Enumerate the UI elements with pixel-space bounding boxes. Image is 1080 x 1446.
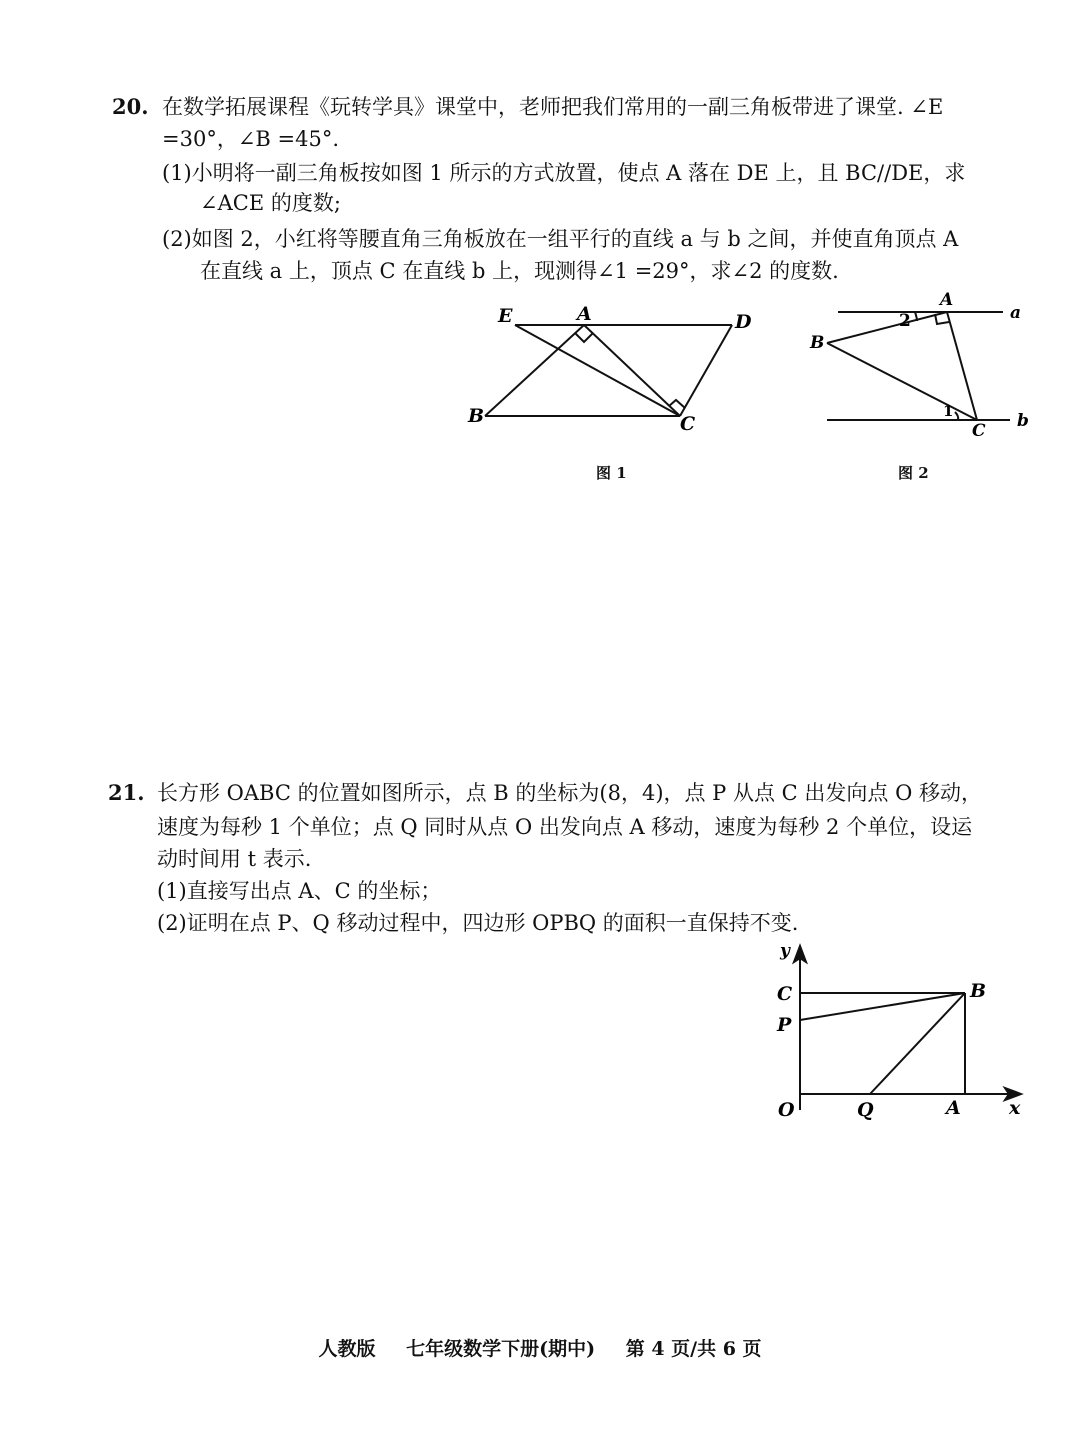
label-A: A xyxy=(946,1097,961,1119)
label-B: B xyxy=(810,333,825,353)
question-20-stem-line1: 在数学拓展课程《玩转学具》课堂中，老师把我们常用的一副三角板带进了课堂. ∠E xyxy=(162,95,944,119)
question-20-number: 20. xyxy=(112,94,149,119)
question-20-part2-line1: (2)如图 2，小红将等腰直角三角板放在一组平行的直线 a 与 b 之间，并使直角顶点 A xyxy=(162,227,959,251)
line-DC xyxy=(680,325,732,416)
line-PB xyxy=(800,993,965,1020)
line-QB xyxy=(870,993,965,1094)
question-20-part1-line1: (1)小明将一副三角板按如图 1 所示的方式放置，使点 A 落在 DE 上，且 BC//DE，求 xyxy=(162,161,966,185)
question-21-part1: (1)直接写出点 A、C 的坐标； xyxy=(157,879,442,903)
question-20-part2-line2: 在直线 a 上，顶点 C 在直线 b 上，现测得∠1 =29°，求∠2 的度数. xyxy=(200,259,839,283)
footer-subject: 七年级数学下册(期中) xyxy=(406,1338,596,1360)
label-D: D xyxy=(735,311,752,333)
page-footer xyxy=(0,1334,1080,1361)
label-O: O xyxy=(778,1099,795,1121)
figure-2-caption: 图 2 xyxy=(898,464,929,482)
label-angle-2: 2 xyxy=(899,311,911,331)
question-20-part1-line2: ∠ACE 的度数; xyxy=(200,191,341,215)
figure-1-caption: 图 1 xyxy=(596,464,627,482)
label-b: b xyxy=(1017,411,1029,431)
question-21-part2: (2)证明在点 P、Q 移动过程中，四边形 OPBQ 的面积一直保持不变. xyxy=(157,911,799,935)
question-21-stem-line1: 长方形 OABC 的位置如图所示，点 B 的坐标为(8，4)，点 P 从点 C 出发向点 O 移动， xyxy=(157,781,982,805)
label-C: C xyxy=(680,413,696,435)
question-20-stem-line2: =30°，∠B =45°. xyxy=(162,127,340,151)
label-B: B xyxy=(970,980,987,1002)
label-B: B xyxy=(468,405,485,427)
line-BC xyxy=(827,343,977,420)
figure-1 xyxy=(460,298,760,443)
line-AB xyxy=(827,312,947,343)
label-A: A xyxy=(940,290,954,310)
figure-2 xyxy=(805,288,1045,443)
question-21-stem-line2: 速度为每秒 1 个单位；点 Q 同时从点 O 出发向点 A 移动，速度为每秒 2 个单位，设运 xyxy=(157,815,973,839)
footer-page-number: 第 4 页/共 6 页 xyxy=(625,1338,762,1360)
label-x: x xyxy=(1009,1097,1021,1119)
label-angle-1: 1 xyxy=(943,402,954,420)
footer-edition: 人教版 xyxy=(318,1338,376,1360)
right-angle-mark-A xyxy=(575,333,593,342)
figure-q21 xyxy=(765,938,1040,1128)
label-a: a xyxy=(1010,303,1022,323)
label-E: E xyxy=(498,305,513,327)
label-C: C xyxy=(972,421,986,441)
label-y: y xyxy=(780,941,790,961)
line-BA xyxy=(485,325,584,416)
label-C: C xyxy=(777,983,793,1005)
angle-1-arc xyxy=(955,412,958,420)
question-21-number: 21. xyxy=(108,780,145,805)
label-Q: Q xyxy=(857,1099,874,1121)
label-P: P xyxy=(777,1014,792,1036)
label-A: A xyxy=(577,303,592,325)
question-21-stem-line3: 动时间用 t 表示. xyxy=(157,847,312,871)
